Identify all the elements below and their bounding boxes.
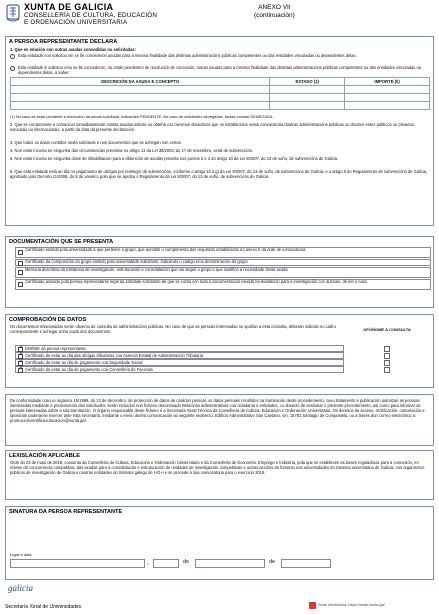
- declaration-section: [5, 36, 434, 226]
- footer-left-text: Secretaría Xeral de Universidades: [5, 604, 82, 610]
- document-label: Certificado da composición do grupo emitido pola universidade solicitante, indicando o código e/ou denominación do grupo: [25, 259, 248, 264]
- option-requested-label: Esta entidade si solicitou e/ou se lle concederon, ou están pendentes de resolución de concesión, outras axudas para a mesma finalidade das distintas administracións públicas competentes ou das entidades vinculadas ou dependentes delas, a saber:: [18, 65, 422, 75]
- aid-table: [10, 77, 430, 110]
- oppose-checkbox[interactable]: [384, 346, 390, 352]
- document-row: [15, 267, 431, 278]
- privacy-text: De conformidade coa Lei orgánica 15/1999, do 13 de decembro, de protección de datos de carácter persoal, os datos persoais recollidos na tramitación deste procedemento, cuxo tratamento e publicación autorizan as persoas interesadas mediante a presentación das solicitudes, serán incluídos nun ficheiro denominado Relacións administrativas coa cidadanía e entidades, co obxecto de xestionar o presente procedemento, así como para informar as persoas interesadas sobre a súa tramitación. O órgano responsable deste ficheiro é a Secretaría Xeral Técnica da Consellería de Cultura, Educación e Ordenación Universitaria. Os dereitos de acceso, rectificación, cancelación e oposición poderanse exercer ante esta secretaría, mediante o envío dunha comunicación ao seguinte enderezo: Edificio Administrativo San Caetano, s/n, 15781 Santiago de Compostela, ou a través dun correo electrónico a: promocioncientifica.educacion@xunta.gal: [10, 398, 425, 423]
- dept-line-1: CONSELLERÍA DE CULTURA, EDUCACIÓN: [24, 12, 158, 19]
- comma-separator: ,: [147, 560, 149, 566]
- org-header: [24, 3, 157, 27]
- de-label-1: de: [183, 559, 190, 565]
- xunta-coat-of-arms-icon: [5, 4, 21, 22]
- consult-label: Certificado de estar ao día de pagamento coa Seguridade Social: [25, 360, 143, 365]
- document-checkbox[interactable]: [18, 250, 23, 255]
- consult-label: Certificado de estar ao día das obrigas tributarias coa Axencia Estatal de Administración Tributaria: [25, 353, 203, 358]
- option-not-requested-label: Esta entidade non solicitou nin se lle concederon axudas para a mesma finalidade das distintas administracións públicas competentes ou das entidades vinculadas ou dependentes delas.: [18, 53, 357, 58]
- consult-label: DNI/NIE da persoa representante: [25, 346, 86, 351]
- place-input[interactable]: [10, 559, 145, 568]
- col-amount: IMPORTE (€): [345, 78, 430, 86]
- consult-row: [15, 359, 344, 366]
- declaration-item-6: 6. Que esta entidade está ao día no pagamento de obrigas por reintegro de subvencións, conforme o artigo 10.2.g) da Lei 9/2007, do 13 de xuño, de subvencións de Galicia, e o artigo 9 do Regulamento de subvencións de Galicia, aprobado polo Decreto 11/2009, do 8 de xaneiro, polo que se aproba o Regulamento da Lei 9/2007, do 13 de xuño, de subvencións de Galicia.: [10, 169, 428, 179]
- aid-cell[interactable]: [11, 86, 270, 94]
- oppose-checkbox[interactable]: [384, 360, 390, 366]
- option-requested-radio[interactable]: [10, 66, 15, 71]
- section-title: LEXISLACIÓN APLICABLE: [9, 453, 80, 459]
- verification-intro: Os documentos relacionados serán obxecto de consulta ás administracións públicas. No caso de que as persoas interesadas se opoñan a esta consulta, deberán indicalo no cadro correspondente e achegar unha copia dos documentos.: [10, 324, 336, 334]
- section-title: A PERSOA REPRESENTANTE DECLARA: [9, 39, 118, 45]
- aid-cell[interactable]: [11, 94, 270, 102]
- section-title: DOCUMENTACIÓN QUE SE PRESENTA: [9, 239, 114, 245]
- aid-cell[interactable]: [345, 94, 430, 102]
- footer-right-text: Sede electrónica: https://sede.xunta.gal: [318, 603, 385, 607]
- document-label: Certificado asinado pola persoa representante legal da entidade solicitante de que se conta con toda a documentación exixida na lexislación para a investigación con animais, de ser o caso: [25, 279, 368, 284]
- legislation-section: [5, 450, 434, 500]
- aid-cell[interactable]: [345, 86, 430, 94]
- place-date-label: Lugar e data: [10, 553, 32, 557]
- consult-row: [15, 366, 344, 373]
- declaration-item-3: 3. Que todos os datos contidos nesta solicitude e nos documentos que se achegan son certos.: [10, 140, 182, 145]
- aid-cell[interactable]: [270, 102, 345, 110]
- consult-checkbox[interactable]: [18, 347, 23, 352]
- annex-label: [254, 4, 295, 19]
- dept-line-2: E ORDENACIÓN UNIVERSITARIA: [24, 19, 128, 27]
- question-1: 1. Que en relación con outras axudas concedidas ou solicitadas:: [10, 47, 137, 52]
- org-name: XUNTA DE GALICIA: [24, 2, 114, 12]
- document-checkbox[interactable]: [18, 270, 23, 275]
- declaration-item-5: 5. Non estar incursa en ningunha clase de inhabilitación para a obtención de axudas prevista nos puntos 2 e 3 do artigo 10 da Lei 9/2007, do 13 de xuño, de subvencións de Galicia.: [10, 156, 339, 161]
- annex-subtitle: (continuación): [254, 11, 295, 19]
- consult-row: [15, 345, 344, 352]
- galicia-logo: galicia: [8, 583, 33, 593]
- section-title: COMPROBACIÓN DE DATOS: [9, 317, 87, 323]
- oppose-header: OPÓÑOME Á CONSULTA: [363, 327, 411, 332]
- legislation-text: Orde do 23 de maio de 2018, conxunta da Consellería de Cultura, Educación e Ordenación Universitaria e da Consellería de Economía, Emprego e Industria, pola que se establecen as bases reguladoras para a concesión, en réxime de concorrencia competitiva, das axudas para a consolidación e estruturación de unidades de investigación competitivas e outras accións de fomento nas universidades do Sistema universitario de Galicia, nos organismos públicos de investigación de Galicia e noutras entidades do Sistema galego de I+D+i e se procede á súa convocatoria para o exercicio 2018.: [10, 460, 425, 475]
- oppose-checkbox[interactable]: [384, 367, 390, 373]
- consult-checkbox[interactable]: [18, 368, 23, 373]
- document-row: [15, 259, 431, 266]
- year-input[interactable]: [281, 559, 331, 568]
- documents-section: [5, 236, 434, 308]
- consult-label: Certificado de estar ao día de pagamento coa Consellería de Facenda: [25, 367, 153, 372]
- annex-title: ANEXO VII: [258, 4, 291, 11]
- consult-checkbox[interactable]: [18, 354, 23, 359]
- option-not-requested-radio[interactable]: [10, 54, 15, 59]
- document-label: Certificado emitido pola universidade a que pertence o grupo, que acredite o cumprimento dos requisitos establecidos no anexo II da orde de convocatoria: [25, 247, 306, 252]
- consult-row: [15, 352, 344, 359]
- declaration-item-2: 2. Que se compromete a comunicar inmediatamente cantas axudas solicite ou obteña cos mesmos obxectivos que os establecidos nesta convocatoria doutras administracións públicas ou doutros entes públicos ou privados, nacionais ou internacionais, a partir da data da presente declaración.: [10, 122, 416, 132]
- col-description: DESCRICIÓN DA AXUDA E CONCEPTO: [11, 78, 270, 86]
- document-row: [15, 279, 431, 290]
- month-input[interactable]: [195, 559, 265, 568]
- section-title: SINATURA DA PERSOA REPRESENTANTE: [9, 509, 123, 515]
- document-label: Memoria descritiva da estratexia de investigación, estruturación e consolidación que vai seguir o grupo e que xustifica a necesidade desta axuda: [25, 267, 288, 272]
- privacy-notice: [5, 394, 434, 446]
- col-status: ESTADO (1): [270, 78, 345, 86]
- signature-section: [5, 506, 434, 580]
- day-input[interactable]: [153, 559, 179, 568]
- declaration-item-4: 4. Non estar incursa en ningunha das circunstancias previstas no artigo 13 da Lei 38/2003, do 17 de novembro, xeral de subvencións.: [10, 148, 254, 153]
- de-label-2: de: [269, 559, 276, 565]
- oppose-checkbox[interactable]: [384, 353, 390, 359]
- aid-cell[interactable]: [11, 102, 270, 110]
- document-checkbox[interactable]: [18, 282, 23, 287]
- aid-cell[interactable]: [345, 102, 430, 110]
- document-row: [15, 247, 431, 258]
- consult-checkbox[interactable]: [18, 361, 23, 366]
- table-note: (1) No caso de estar pendente a resolución da axuda solicitada, indicarase PENDENTE. No caso de solicitudes denegadas, farase constar DENEGADA.: [10, 114, 274, 119]
- aid-cell[interactable]: [270, 86, 345, 94]
- document-checkbox[interactable]: [18, 261, 23, 266]
- sede-logo-icon: [309, 602, 316, 609]
- aid-cell[interactable]: [270, 94, 345, 102]
- verification-section: [5, 314, 434, 388]
